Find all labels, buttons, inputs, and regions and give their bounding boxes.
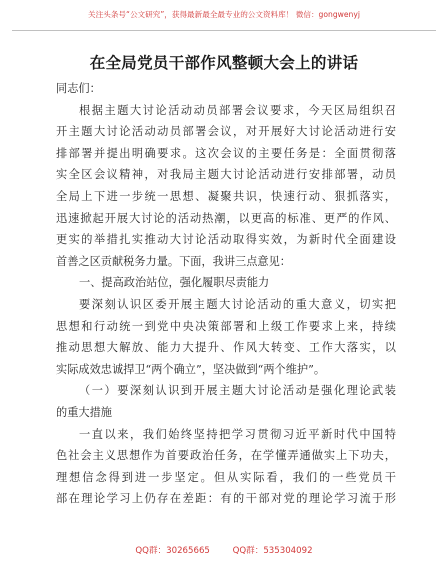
body-text-line: 部在理论学习上仍存在差距：有的干部对党的理论学习流于形 <box>56 492 396 506</box>
body-text-line: 迅速掀起开展大讨论的活动热潮，以更高的标准、更严的作风、 <box>56 211 396 225</box>
body-text-line: 色社会主义思想作为首要政治任务，在学懂弄通做实上下功夫， <box>56 449 396 463</box>
body-text-line: 一、提高政治站位，强化履职尽责能力 <box>79 276 270 290</box>
body-text-line: 全局上下进一步统一思想、凝聚共识，快速行动、狠抓落实， <box>56 189 396 203</box>
header-notice: 关注头条号“公文研究”，获得最新最全最专业的公文资料库！ 微信：gongwenyj <box>88 10 360 19</box>
footer-qq-group-2: QQ群：535304092 <box>232 546 313 556</box>
document-title: 在全局党员干部作风整顿大会上的讲话 <box>89 54 359 72</box>
document-body <box>56 78 396 510</box>
body-text-line: 排部署并提出明确要求。这次会议的主要任务是：全面贯彻落 <box>56 146 396 160</box>
body-text-line: 开主题大讨论活动动员部署会议，对开展好大讨论活动进行安 <box>56 125 396 139</box>
header-divider <box>12 30 436 31</box>
body-text-line: 同志们： <box>56 82 101 95</box>
body-text-line: 实际成效忠诚捍卫“两个确立”，坚决做到“两个维护”。 <box>56 362 326 376</box>
body-text-line: 一直以来，我们始终坚持把学习贯彻习近平新时代中国特 <box>79 427 396 441</box>
footer-qq-group-1: QQ群：30265665 <box>135 546 210 556</box>
footer-notice <box>0 544 448 556</box>
body-text-line: 首善之区贡献税务力量。下面，我讲三点意见： <box>56 254 291 268</box>
body-text-line: 理想信念得到进一步坚定。但从实际看，我们的一些党员干 <box>56 470 396 484</box>
body-text-line: 实全区会议精神，对我局主题大讨论活动进行安排部署，动员 <box>56 168 396 182</box>
body-text-line: 更实的举措扎实推动大讨论活动取得实效，为新时代全面建设 <box>56 233 396 247</box>
body-text-line: 的重大措施 <box>56 405 112 419</box>
body-text-line: 推动思想大解放、能力大提升、作风大转变、工作大落实，以 <box>56 341 396 355</box>
body-text-line: 要深刻认识区委开展主题大讨论活动的重大意义，切实把 <box>79 297 396 311</box>
body-text-line: 思想和行动统一到党中央决策部署和上级工作要求上来，持续 <box>56 319 396 333</box>
body-text-line: （一）要深刻认识到开展主题大讨论活动是强化理论武装 <box>79 384 396 398</box>
body-text-line: 根据主题大讨论活动动员部署会议要求，今天区局组织召 <box>79 103 396 117</box>
